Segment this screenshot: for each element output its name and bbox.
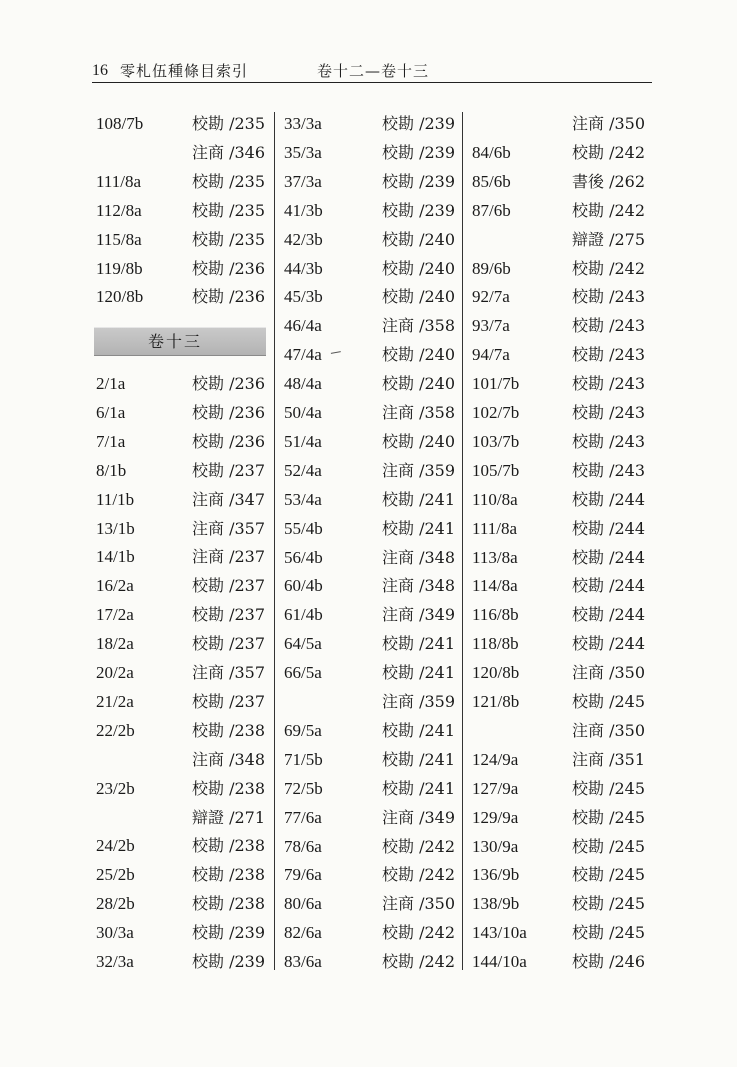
section-heading: 卷十三 xyxy=(148,332,203,351)
entry-reference: 注商 /358 xyxy=(382,316,456,335)
entry-reference: 校勘 /244 xyxy=(572,548,646,567)
entry-reference: 校勘 /244 xyxy=(572,576,646,595)
entry-location: 79/6a xyxy=(284,865,322,884)
entry-location: 101/7b xyxy=(472,374,520,393)
entry-location: 41/3b xyxy=(284,201,323,220)
entry-reference: 校勘 /244 xyxy=(572,634,646,653)
entry-location: 33/3a xyxy=(284,114,322,133)
entry-reference: 辯證 /275 xyxy=(572,230,646,249)
entry-reference: 校勘 /236 xyxy=(192,432,266,451)
entry-reference: 校勘 /241 xyxy=(382,721,456,740)
entry-reference: 校勘 /239 xyxy=(192,923,266,942)
entry-reference: 校勘 /240 xyxy=(382,230,456,249)
entry-reference: 校勘 /245 xyxy=(572,923,646,942)
entry-reference: 校勘 /237 xyxy=(192,576,266,595)
entry-reference: 書後 /262 xyxy=(572,172,646,191)
entry-reference: 校勘 /242 xyxy=(572,143,646,162)
entry-location: 111/8a xyxy=(472,519,518,538)
entry-location: 118/8b xyxy=(472,634,519,653)
entry-reference: 校勘 /236 xyxy=(192,374,266,393)
entry-reference: 注商 /347 xyxy=(192,490,266,509)
entry-location: 13/1b xyxy=(96,519,135,538)
entry-reference: 校勘 /238 xyxy=(192,779,266,798)
entry-reference: 校勘 /245 xyxy=(572,779,646,798)
entry-location: 21/2a xyxy=(96,692,134,711)
entry-reference: 校勘 /240 xyxy=(382,259,456,278)
entry-location: 56/4b xyxy=(284,548,323,567)
entry-location: 120/8b xyxy=(96,287,144,306)
entry-location: 66/5a xyxy=(284,663,322,682)
entry-location: 127/9a xyxy=(472,779,519,798)
entry-reference: 校勘 /245 xyxy=(572,837,646,856)
entry-location: 32/3a xyxy=(96,952,134,971)
entry-location: 11/1b xyxy=(96,490,135,509)
entry-location: 23/2b xyxy=(96,779,135,798)
entry-reference: 校勘 /241 xyxy=(382,779,456,798)
entry-reference: 校勘 /242 xyxy=(382,837,456,856)
entry-location: 78/6a xyxy=(284,837,322,856)
entry-location: 143/10a xyxy=(472,923,527,942)
entry-reference: 校勘 /238 xyxy=(192,721,266,740)
entry-location: 30/3a xyxy=(96,923,134,942)
entry-reference: 校勘 /237 xyxy=(192,634,266,653)
entry-location: 53/4a xyxy=(284,490,322,509)
entry-reference: 校勘 /245 xyxy=(572,692,646,711)
entry-reference: 校勘 /242 xyxy=(382,923,456,942)
entry-reference: 注商 /357 xyxy=(192,519,266,538)
entry-location: 103/7b xyxy=(472,432,520,451)
entry-location: 121/8b xyxy=(472,692,520,711)
entry-reference: 校勘 /235 xyxy=(192,114,266,133)
entry-reference: 校勘 /240 xyxy=(382,432,456,451)
entry-location: 6/1a xyxy=(96,403,126,422)
entry-reference: 校勘 /243 xyxy=(572,287,646,306)
entry-location: 114/8a xyxy=(472,576,518,595)
entry-reference: 校勘 /243 xyxy=(572,316,646,335)
entry-location: 87/6b xyxy=(472,201,511,220)
entry-location: 48/4a xyxy=(284,374,322,393)
entry-location: 112/8a xyxy=(96,201,142,220)
section-heading-box xyxy=(94,327,266,356)
entry-location: 50/4a xyxy=(284,403,322,422)
entry-location: 119/8b xyxy=(96,259,143,278)
entry-reference: 校勘 /244 xyxy=(572,519,646,538)
entry-reference: 注商 /350 xyxy=(572,721,646,740)
entry-location: 83/6a xyxy=(284,952,322,971)
entry-reference: 注商 /349 xyxy=(382,808,456,827)
entry-location: 16/2a xyxy=(96,576,134,595)
entry-reference: 校勘 /236 xyxy=(192,287,266,306)
entry-reference: 校勘 /241 xyxy=(382,490,456,509)
entry-reference: 校勘 /241 xyxy=(382,519,456,538)
entry-location: 80/6a xyxy=(284,894,322,913)
entry-location: 69/5a xyxy=(284,721,322,740)
entry-reference: 注商 /350 xyxy=(572,663,646,682)
entry-location: 60/4b xyxy=(284,576,323,595)
entry-reference: 注商 /237 xyxy=(192,547,266,566)
entry-location: 17/2a xyxy=(96,605,134,624)
entry-reference: 注商 /357 xyxy=(192,663,266,682)
entry-reference: 注商 /359 xyxy=(382,692,456,711)
entry-location: 18/2a xyxy=(96,634,134,653)
entry-location: 92/7a xyxy=(472,287,510,306)
section-range: 卷十二—卷十三 xyxy=(317,62,430,80)
entry-reference: 校勘 /240 xyxy=(382,345,456,364)
entry-reference: 校勘 /240 xyxy=(382,287,456,306)
entry-reference: 校勘 /241 xyxy=(382,750,456,769)
entry-reference: 注商 /346 xyxy=(192,143,266,162)
header-rule xyxy=(92,82,652,83)
entry-reference: 校勘 /243 xyxy=(572,432,646,451)
entry-location: 111/8a xyxy=(96,172,142,191)
entry-reference: 校勘 /237 xyxy=(192,692,266,711)
entry-reference: 校勘 /235 xyxy=(192,172,266,191)
entry-location: 71/5b xyxy=(284,750,323,769)
entry-location: 77/6a xyxy=(284,808,322,827)
entry-reference: 校勘 /242 xyxy=(572,201,646,220)
entry-location: 24/2b xyxy=(96,836,135,855)
entry-location: 84/6b xyxy=(472,143,511,162)
entry-reference: 注商 /348 xyxy=(382,576,456,595)
entry-location: 82/6a xyxy=(284,923,322,942)
entry-location: 14/1b xyxy=(96,547,135,566)
entry-reference: 校勘 /245 xyxy=(572,865,646,884)
entry-reference: 校勘 /238 xyxy=(192,836,266,855)
entry-reference: 校勘 /238 xyxy=(192,894,266,913)
entry-location: 44/3b xyxy=(284,259,323,278)
entry-reference: 校勘 /243 xyxy=(572,403,646,422)
entry-reference: 校勘 /236 xyxy=(192,259,266,278)
entry-location: 108/7b xyxy=(96,114,144,133)
entry-reference: 校勘 /242 xyxy=(572,259,646,278)
entry-location: 55/4b xyxy=(284,519,323,538)
entry-location: 46/4a xyxy=(284,316,322,335)
entry-reference: 校勘 /235 xyxy=(192,230,266,249)
entry-location: 37/3a xyxy=(284,172,322,191)
entry-location: 7/1a xyxy=(96,432,126,451)
entry-reference: 校勘 /243 xyxy=(572,461,646,480)
entry-reference: 注商 /349 xyxy=(382,605,456,624)
entry-reference: 校勘 /245 xyxy=(572,894,646,913)
entry-location: 22/2b xyxy=(96,721,135,740)
entry-reference: 校勘 /235 xyxy=(192,201,266,220)
entry-location: 51/4a xyxy=(284,432,322,451)
column-divider xyxy=(274,112,275,970)
entry-location: 102/7b xyxy=(472,403,520,422)
entry-location: 110/8a xyxy=(472,490,518,509)
entry-reference: 校勘 /239 xyxy=(382,143,456,162)
stray-mark xyxy=(331,351,341,356)
entry-location: 116/8b xyxy=(472,605,519,624)
entry-reference: 注商 /348 xyxy=(192,750,266,769)
entry-reference: 校勘 /241 xyxy=(382,634,456,653)
entry-reference: 校勘 /239 xyxy=(382,172,456,191)
entry-reference: 注商 /348 xyxy=(382,548,456,567)
entry-location: 138/9b xyxy=(472,894,520,913)
entry-reference: 校勘 /244 xyxy=(572,490,646,509)
entry-location: 94/7a xyxy=(472,345,510,364)
entry-location: 85/6b xyxy=(472,172,511,191)
entry-reference: 注商 /350 xyxy=(382,894,456,913)
entry-location: 93/7a xyxy=(472,316,510,335)
entry-reference: 辯證 /271 xyxy=(192,808,266,827)
entry-location: 72/5b xyxy=(284,779,323,798)
entry-reference: 注商 /358 xyxy=(382,403,456,422)
entry-location: 136/9b xyxy=(472,865,520,884)
entry-location: 42/3b xyxy=(284,230,323,249)
entry-location: 124/9a xyxy=(472,750,519,769)
entry-reference: 校勘 /238 xyxy=(192,865,266,884)
entry-reference: 校勘 /245 xyxy=(572,808,646,827)
entry-location: 47/4a xyxy=(284,345,322,364)
entry-location: 120/8b xyxy=(472,663,520,682)
page-number: 16 xyxy=(92,62,108,79)
entry-reference: 校勘 /243 xyxy=(572,345,646,364)
entry-location: 8/1b xyxy=(96,461,127,480)
entry-reference: 校勘 /237 xyxy=(192,461,266,480)
entry-reference: 校勘 /239 xyxy=(382,114,456,133)
entry-location: 28/2b xyxy=(96,894,135,913)
entry-reference: 校勘 /239 xyxy=(192,952,266,971)
running-header xyxy=(92,60,652,82)
entry-reference: 校勘 /246 xyxy=(572,952,646,971)
entry-location: 45/3b xyxy=(284,287,323,306)
column-divider xyxy=(462,112,463,970)
entry-reference: 注商 /350 xyxy=(572,114,646,133)
entry-location: 2/1a xyxy=(96,374,126,393)
entry-reference: 校勘 /244 xyxy=(572,605,646,624)
entry-reference: 校勘 /243 xyxy=(572,374,646,393)
entry-reference: 校勘 /242 xyxy=(382,952,456,971)
book-title: 零札伍種條目索引 xyxy=(120,62,249,80)
entry-location: 129/9a xyxy=(472,808,519,827)
entry-reference: 校勘 /242 xyxy=(382,865,456,884)
entry-location: 64/5a xyxy=(284,634,322,653)
entry-location: 52/4a xyxy=(284,461,322,480)
entry-reference: 校勘 /240 xyxy=(382,374,456,393)
entry-reference: 校勘 /237 xyxy=(192,605,266,624)
entry-location: 144/10a xyxy=(472,952,527,971)
entry-reference: 校勘 /236 xyxy=(192,403,266,422)
entry-location: 20/2a xyxy=(96,663,134,682)
entry-location: 113/8a xyxy=(472,548,518,567)
entry-location: 89/6b xyxy=(472,259,511,278)
entry-reference: 校勘 /239 xyxy=(382,201,456,220)
entry-location: 130/9a xyxy=(472,837,519,856)
entry-reference: 注商 /351 xyxy=(572,750,646,769)
entry-location: 35/3a xyxy=(284,143,322,162)
entry-location: 25/2b xyxy=(96,865,135,884)
entry-reference: 校勘 /241 xyxy=(382,663,456,682)
entry-location: 115/8a xyxy=(96,230,142,249)
entry-location: 105/7b xyxy=(472,461,520,480)
entry-reference: 注商 /359 xyxy=(382,461,456,480)
entry-location: 61/4b xyxy=(284,605,323,624)
